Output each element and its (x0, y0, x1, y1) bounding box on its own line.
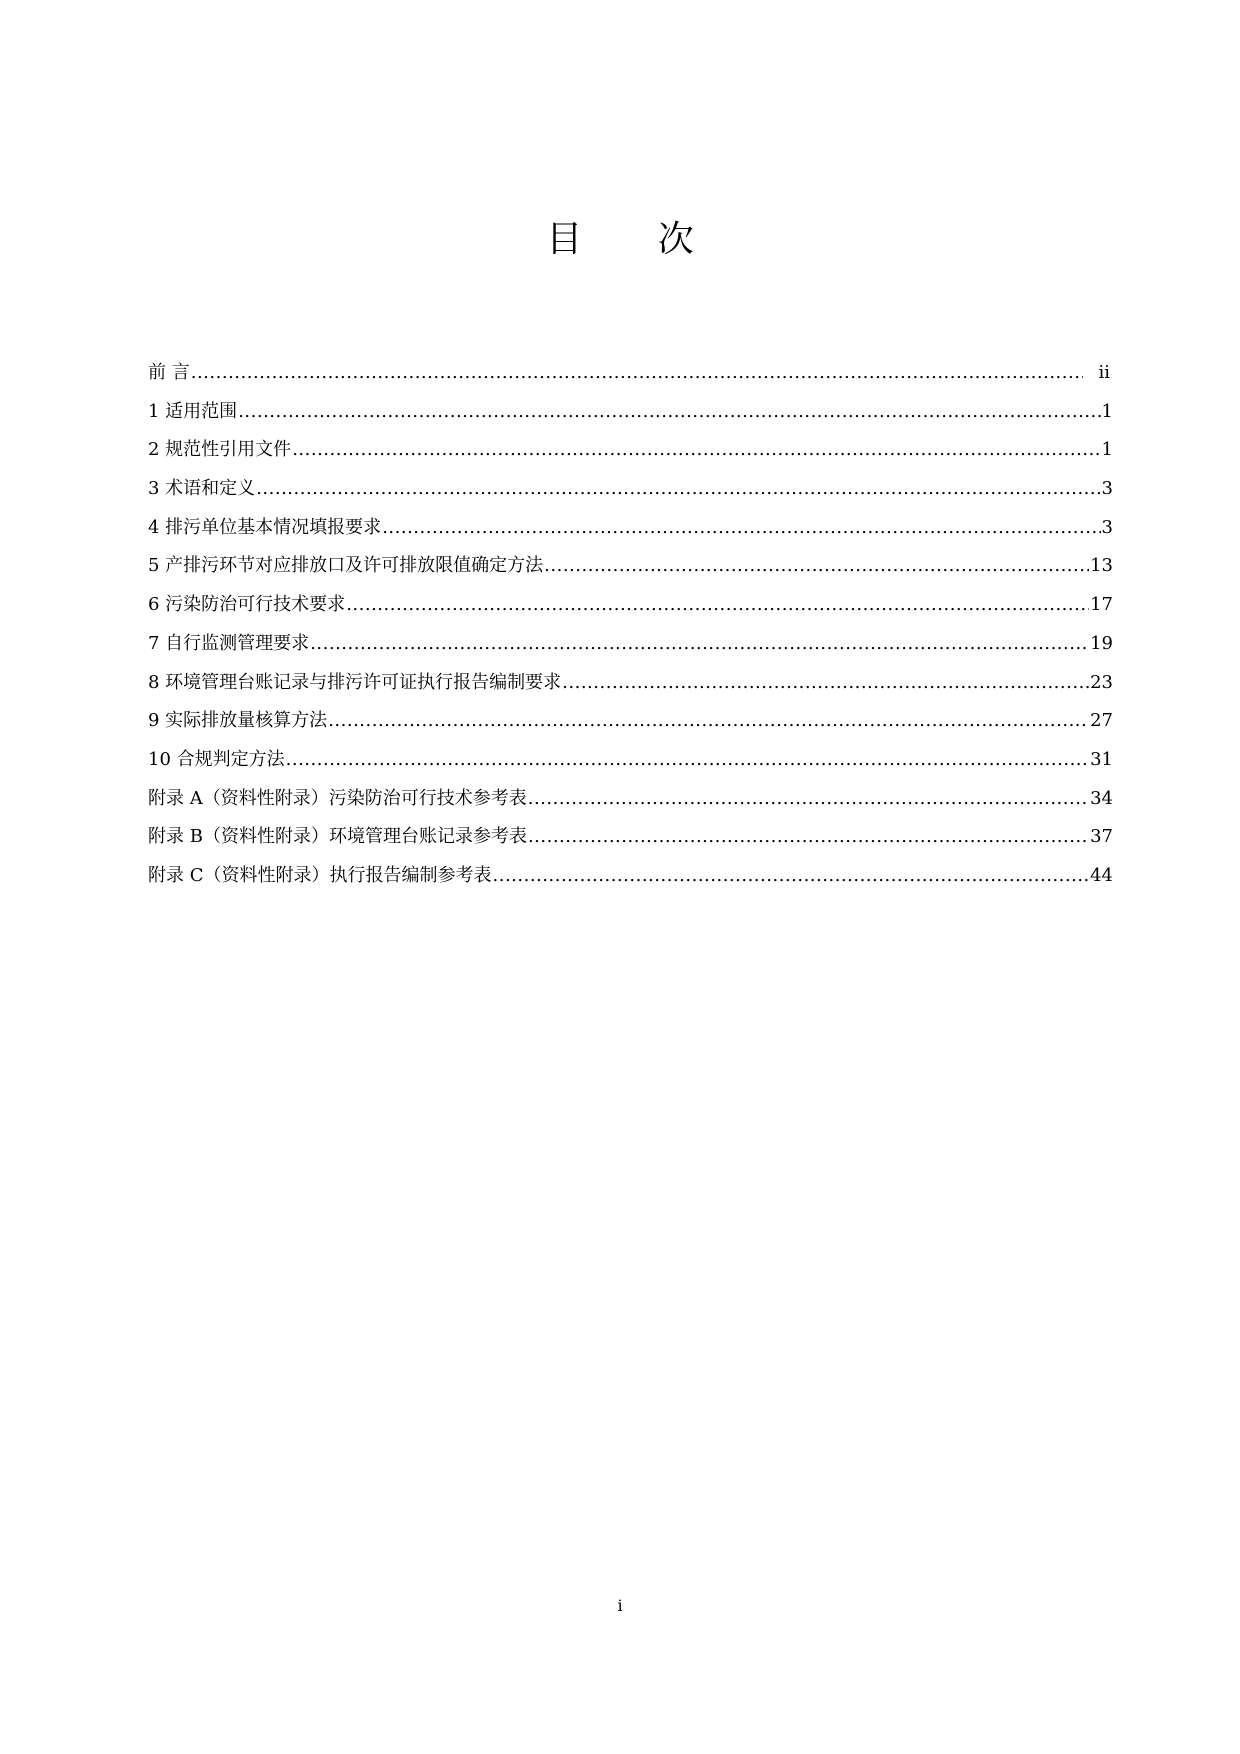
toc-entry-page: 3 (1101, 516, 1113, 538)
table-of-contents (148, 354, 1113, 896)
toc-entry-page: 37 (1090, 826, 1113, 848)
toc-entry-page: 1 (1101, 400, 1113, 422)
toc-entry-label: 前 言 (148, 362, 190, 383)
toc-dot-leader (256, 470, 1100, 509)
toc-entry-label: 附录 C（资料性附录）执行报告编制参考表 (148, 864, 492, 886)
toc-entry-page: 17 (1090, 594, 1113, 616)
toc-dot-leader (238, 393, 1100, 432)
toc-entry-label: 2 规范性引用文件 (148, 439, 292, 461)
toc-entry-appendix-b[interactable] (148, 818, 1113, 857)
toc-entry-page: 31 (1090, 748, 1113, 770)
toc-entry-label: 附录 B（资料性附录）环境管理台账记录参考表 (148, 826, 527, 848)
toc-entry-page: 3 (1101, 478, 1113, 500)
toc-entry-label: 4 排污单位基本情况填报要求 (148, 516, 382, 538)
toc-entry-label: 附录 A（资料性附录）污染防治可行技术参考表 (148, 787, 527, 809)
page-title: 目 次 (546, 219, 726, 260)
toc-dot-leader (286, 741, 1089, 780)
toc-dot-leader (292, 431, 1100, 470)
toc-entry-self-monitoring[interactable] (148, 625, 1113, 664)
toc-entry-page: 34 (1090, 787, 1113, 809)
toc-entry-page: 27 (1090, 710, 1113, 732)
toc-entry-ledger-report[interactable] (148, 664, 1113, 703)
toc-dot-leader (493, 857, 1090, 896)
toc-dot-leader (346, 586, 1089, 625)
toc-dot-leader (562, 664, 1089, 703)
toc-entry-label: 7 自行监测管理要求 (148, 632, 310, 654)
page-number: i (617, 1596, 623, 1615)
toc-entry-label: 10 合规判定方法 (148, 748, 285, 770)
toc-dot-leader (382, 509, 1100, 548)
toc-entry-compliance[interactable] (148, 741, 1113, 780)
toc-entry-page: 13 (1090, 555, 1113, 577)
toc-dot-leader (528, 780, 1089, 819)
toc-entry-label: 8 环境管理台账记录与排污许可证执行报告编制要求 (148, 671, 562, 693)
toc-entry-page: 23 (1090, 671, 1113, 693)
toc-entry-appendix-a[interactable] (148, 780, 1113, 819)
toc-entry-label: 3 术语和定义 (148, 478, 256, 500)
toc-entry-outlet-limits[interactable] (148, 547, 1113, 586)
toc-dot-leader (544, 547, 1089, 586)
toc-entry-label: 5 产排污环节对应排放口及许可排放限值确定方法 (148, 555, 544, 577)
toc-dot-leader (528, 818, 1089, 857)
toc-entry-scope[interactable] (148, 393, 1113, 432)
toc-entry-normative-references[interactable] (148, 431, 1113, 470)
toc-entry-terms-definitions[interactable] (148, 470, 1113, 509)
toc-dot-leader (191, 354, 1084, 393)
toc-entry-feasible-technology[interactable] (148, 586, 1113, 625)
toc-entry-label: 1 适用范围 (148, 400, 238, 422)
toc-entry-page: ii (1098, 362, 1110, 383)
toc-entry-label: 6 污染防治可行技术要求 (148, 594, 346, 616)
toc-entry-label: 9 实际排放量核算方法 (148, 710, 328, 732)
toc-entry-page: 19 (1090, 632, 1113, 654)
toc-entry-page: 1 (1101, 439, 1113, 461)
toc-entry-foreword[interactable] (148, 354, 1113, 393)
toc-dot-leader (310, 625, 1089, 664)
toc-dot-leader (328, 702, 1089, 741)
toc-entry-page: 44 (1090, 864, 1113, 886)
toc-entry-appendix-c[interactable] (148, 857, 1113, 896)
toc-entry-basic-info-requirements[interactable] (148, 509, 1113, 548)
toc-entry-emission-accounting[interactable] (148, 702, 1113, 741)
